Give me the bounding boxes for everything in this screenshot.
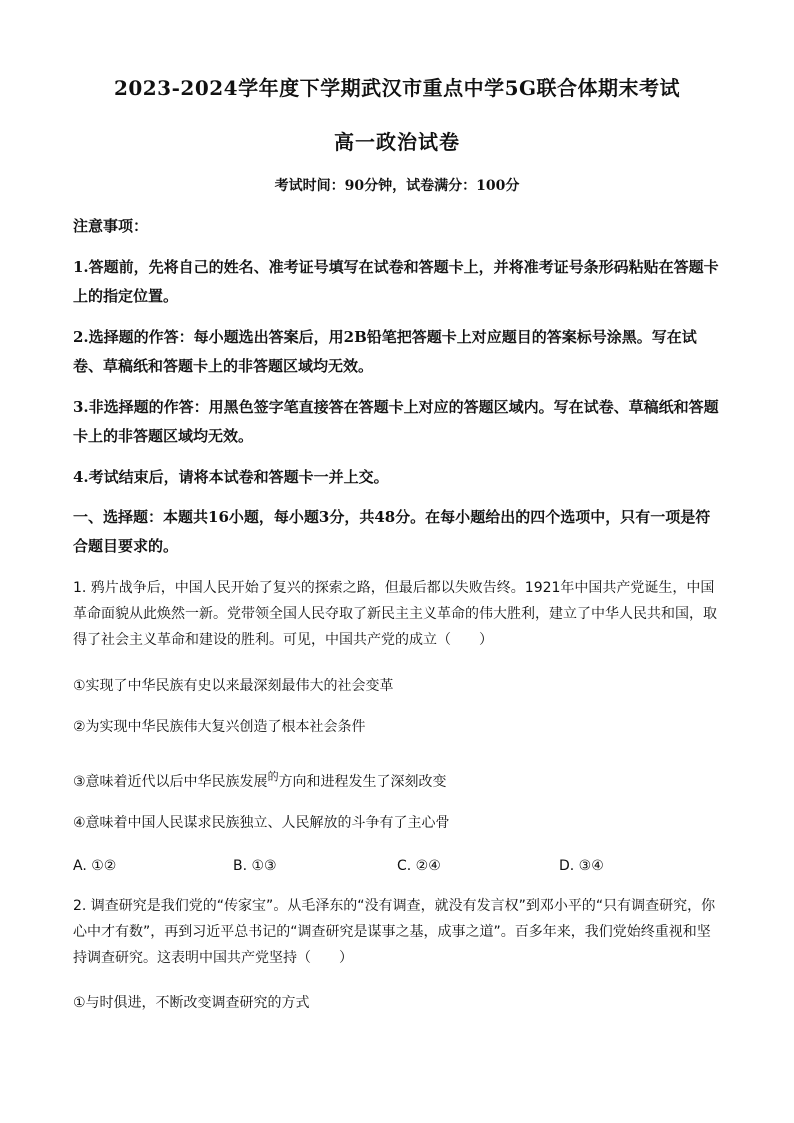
statement-3-part-b: 方向和进程发生了深刻改变 [278, 774, 447, 790]
notice-heading: 注意事项： [73, 217, 149, 235]
option-b[interactable]: B. ①③ [233, 858, 277, 874]
question-1-statement-1: ①实现了中华民族有史以来最深刻最伟大的社会变革 [73, 678, 394, 694]
notice-item-3: 3.非选择题的作答：用黑色签字笔直接答在答题卡上对应的答题区域内。写在试卷、草稿纸和答题卡上的非答题区域均无效。 [73, 398, 719, 445]
option-a[interactable]: A. ①② [73, 858, 117, 874]
question-1-options [73, 853, 723, 879]
question-1-statement-2: ②为实现中华民族伟大复兴创造了根本社会条件 [73, 719, 366, 735]
option-c[interactable]: C. ②④ [397, 858, 441, 874]
option-d[interactable]: D. ③④ [559, 858, 604, 874]
section-heading: 一、选择题：本题共16小题，每小题3分，共48分。在每小题给出的四个选项中，只有一项是符合题目要求的。 [73, 508, 711, 555]
exam-subtitle: 高一政治试卷 [334, 130, 460, 154]
statement-3-raised-char: 的 [267, 770, 279, 783]
question-2-stem: 2. 调查研究是我们党的“传家宝”。从毛泽东的“没有调查，就没有发言权”到邓小平的“只有调查研究，你心中才有数”，再到习近平总书记的“调查研究是谋事之基，成事之道”。百多年来，我们党始终重视和坚持调查研究。这表明中国共产党坚持（ ） [73, 898, 716, 966]
notice-item-2: 2.选择题的作答：每小题选出答案后，用2B铅笔把答题卡上对应题目的答案标号涂黑。写在试卷、草稿纸和答题卡上的非答题区域均无效。 [73, 328, 697, 375]
statement-3-part-a: ③意味着近代以后中华民族发展 [73, 774, 268, 790]
notice-item-4: 4.考试结束后，请将本试卷和答题卡一并上交。 [73, 468, 389, 486]
question-1-statement-3 [73, 764, 723, 795]
exam-title: 2023-2024学年度下学期武汉市重点中学5G联合体期末考试 [113, 76, 681, 100]
question-1-statement-4: ④意味着中国人民谋求民族独立、人民解放的斗争有了主心骨 [73, 815, 450, 831]
question-2-statement-1: ①与时俱进，不断改变调查研究的方式 [73, 995, 310, 1011]
exam-info: 考试时间：90分钟，试卷满分：100分 [274, 178, 520, 194]
notice-item-1: 1.答题前，先将自己的姓名、准考证号填写在试卷和答题卡上，并将准考证号条形码粘贴在答题卡上的指定位置。 [73, 258, 719, 305]
question-1-stem: 1. 鸦片战争后，中国人民开始了复兴的探索之路，但最后都以失败告终。1921年中国共产党诞生，中国革命面貌从此焕然一新。党带领全国人民夺取了新民主主义革命的伟大胜利，建立了中华人民共和国，取得了社会主义革命和建设的胜利。可见，中国共产党的成立（ ） [73, 580, 717, 648]
